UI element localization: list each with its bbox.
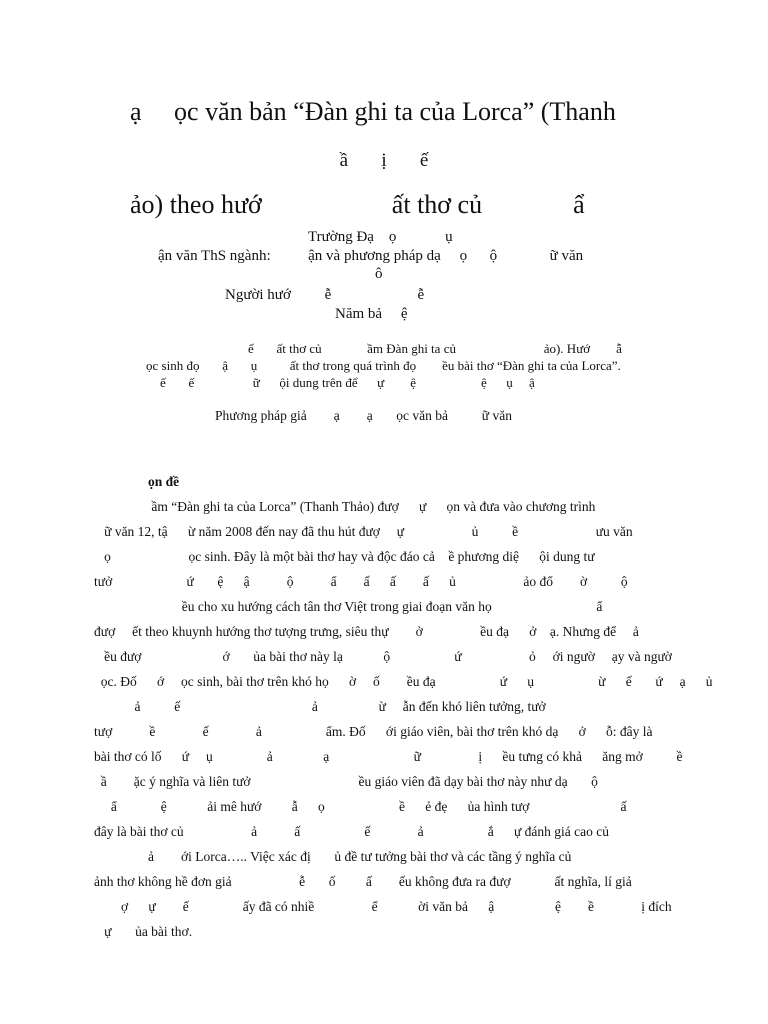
body-line: ả ế ả ừ ẫn đến khó liên tưởng, tưở [94,699,546,714]
body-line: đượ ết theo khuynh hướng thơ tượng trưng, siêu thự ở ều đạ ở ạ. Nhưng để ả [94,624,639,639]
body-line: tưở ứ ệ ậ ộ ẩ ấ ấ ấ ủ ảo đổ ờ ộ [94,574,628,589]
thesis-line-continued: ô [375,266,383,282]
body-line: ều đượ ớ ủa bài thơ này lạ ộ ứ ỏ ới ngườ ạy và ngườ [94,649,672,664]
body-line: ọ ọc sinh. Đây là một bài thơ hay và độc đáo cả ề phương diệ ội dung tư [94,549,595,564]
abstract-line-3: ế ế ữ ội dung trên để ự ệ ệ ụ ậ [160,375,535,390]
body-line: ẩ ệ ải mê hướ ẫ ọ ề ẻ đẹ ủa hình tượ ấ [94,799,627,814]
body-line: đây là bài thơ củ ả ấ ế ả ắ ự đánh giá cao củ [94,824,609,839]
defense-year-line: Năm bả ệ [335,306,408,322]
university-line: Trường Đạ ọ ụ [308,229,453,245]
body-line: ầ ặc ý nghĩa và liên tưở ều giáo viên đã dạy bài thơ này như dạ ộ [94,774,598,789]
abstract-line-2: ọc sinh đọ ậ ụ ất thơ trong quá trình đọ ều bài thơ “Đàn ghi ta của Lorca”. [146,358,621,373]
body-line: ọc. Đố ớ ọc sinh, bài thơ trên khó họ ờ ố ều đạ ứ ụ ừ ế ứ ạ ủ [94,674,713,689]
title-line-1: ạ ọc văn bản “Đàn ghi ta của Lorca” (Thanh [130,97,616,126]
supervisor-line: Người hướ ễ ễ [225,287,425,303]
body-line: ữ văn 12, tậ ừ năm 2008 đến nay đã thu hút đượ ự ủ ề ưu văn [94,524,633,539]
body-line: ự ủa bài thơ. [94,924,193,939]
body-line: ảnh thơ không hề đơn giả ễ ố ấ ếu không đưa ra đượ ất nghĩa, lí giả [94,874,632,889]
body-line: ều cho xu hướng cách tân thơ Việt trong giai đoạn văn họ ẩ [94,599,603,614]
keywords-line: Phương pháp giả ạ ạ ọc văn bả ữ văn [215,408,512,423]
body-line: ả ới Lorca….. Việc xác đị ủ đề tư tưởng bài thơ và các tầng ý nghĩa củ [94,849,572,864]
body-line: ầm “Đàn ghi ta của Lorca” (Thanh Thảo) đượ ự ọn và đưa vào chương trình [94,499,596,514]
body-line: bài thơ có lố ứ ụ ả ạ ữ ị ều tưng có khả ăng mở ề [94,749,683,764]
body-line: tượ ề ế ả ẩm. Đố ới giáo viên, bài thơ trên khó dạ ở ỗ: đây là [94,724,653,739]
section-heading: ọn đề [148,474,180,489]
abstract-line-1: ế ất thơ củ ầm Đàn ghi ta củ ảo). Hướ ẫ [248,341,622,356]
author-name: ầ ị ế [339,150,429,171]
thesis-line: ận văn ThS ngành: ận và phương pháp dạ ọ ộ ữ văn [158,248,584,264]
body-line: ợ ự ế ấy đã có nhiề ể ời văn bả ậ ệ ề ị đích [94,899,672,914]
title-line-2: ảo) theo hướ ất thơ củ ẩ [130,190,585,219]
